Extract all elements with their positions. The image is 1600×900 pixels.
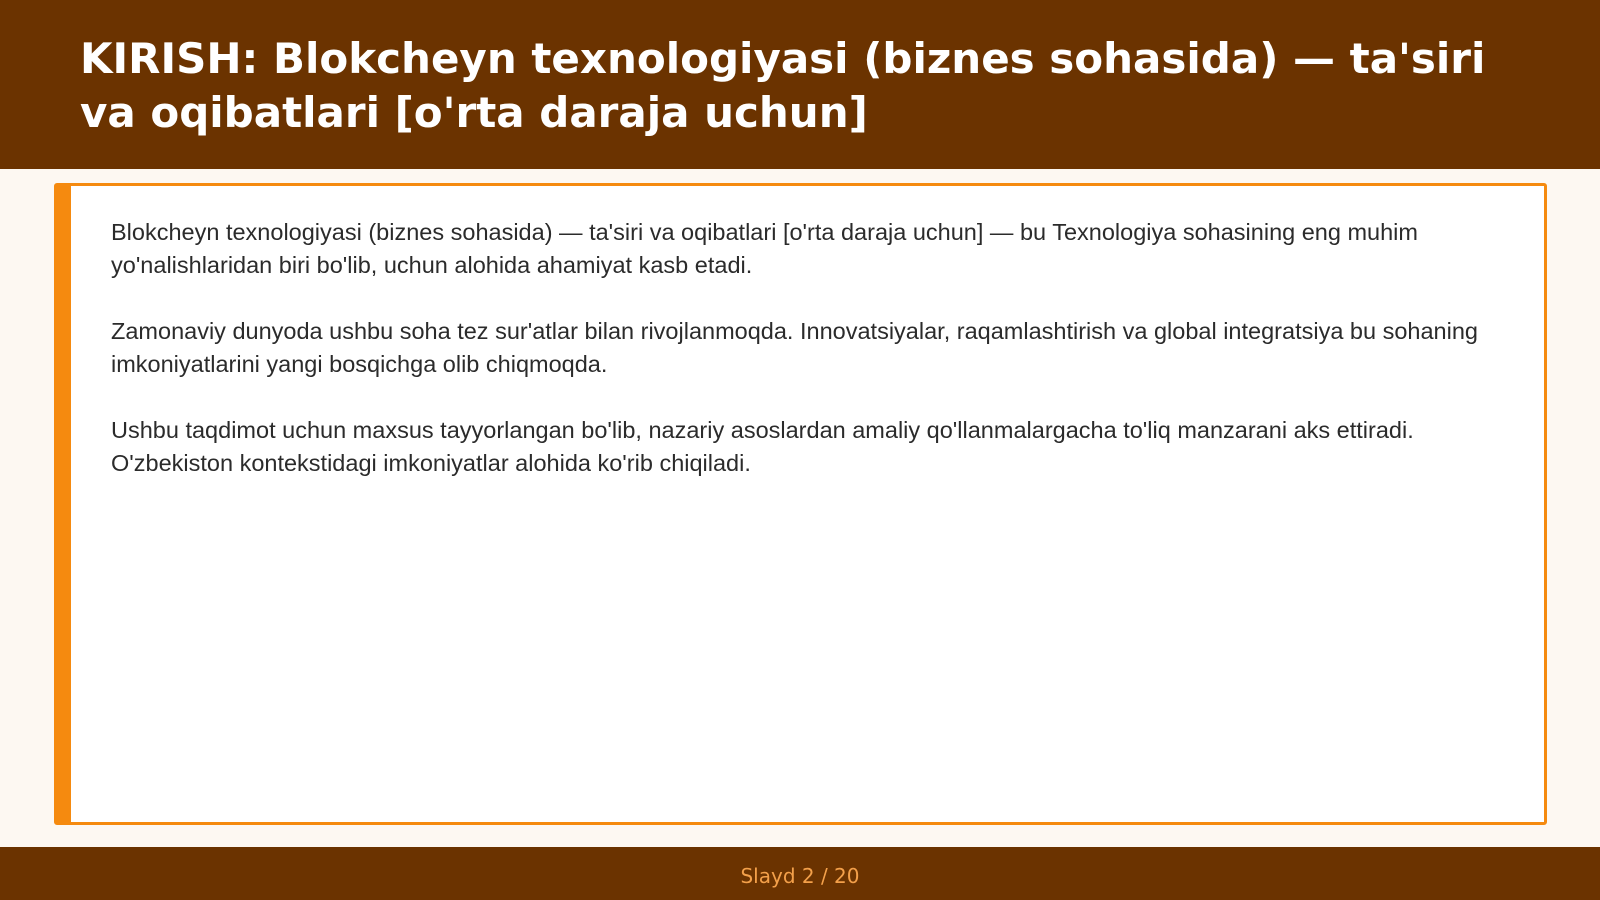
slide-header (0, 0, 1600, 169)
slide-title: KIRISH: Blokcheyn texnologiyasi (biznes sohasida) — ta'siri va oqibatlari [o'rta daraja uchun] (80, 34, 1486, 137)
paragraph-presentation-purpose: Ushbu taqdimot uchun maxsus tayyorlangan bo'lib, nazariy asoslardan amaliy qo'llanmalargacha to'liq manzarani aks ettiradi. O'zbekiston kontekstidagi imkoniyatlar alohida ko'rib chiqiladi. (111, 417, 1414, 476)
slide-footer (0, 847, 1600, 900)
slide-number: Slayd 2 / 20 (740, 863, 860, 888)
paragraph-intro: Blokcheyn texnologiyasi (biznes sohasida) — ta'siri va oqibatlari [o'rta daraja uchun] — bu Texnologiya sohasining eng muhim yo'nalishlaridan biri bo'lib, uchun alohida ahamiyat kasb etadi. (111, 219, 1418, 278)
content-box (54, 183, 1547, 825)
paragraph-modern-world: Zamonaviy dunyoda ushbu soha tez sur'atlar bilan rivojlanmoqda. Innovatsiyalar, raqamlashtirish va global integratsiya bu sohaning imkoniyatlarini yangi bosqichga olib chiqmoqda. (111, 318, 1478, 377)
